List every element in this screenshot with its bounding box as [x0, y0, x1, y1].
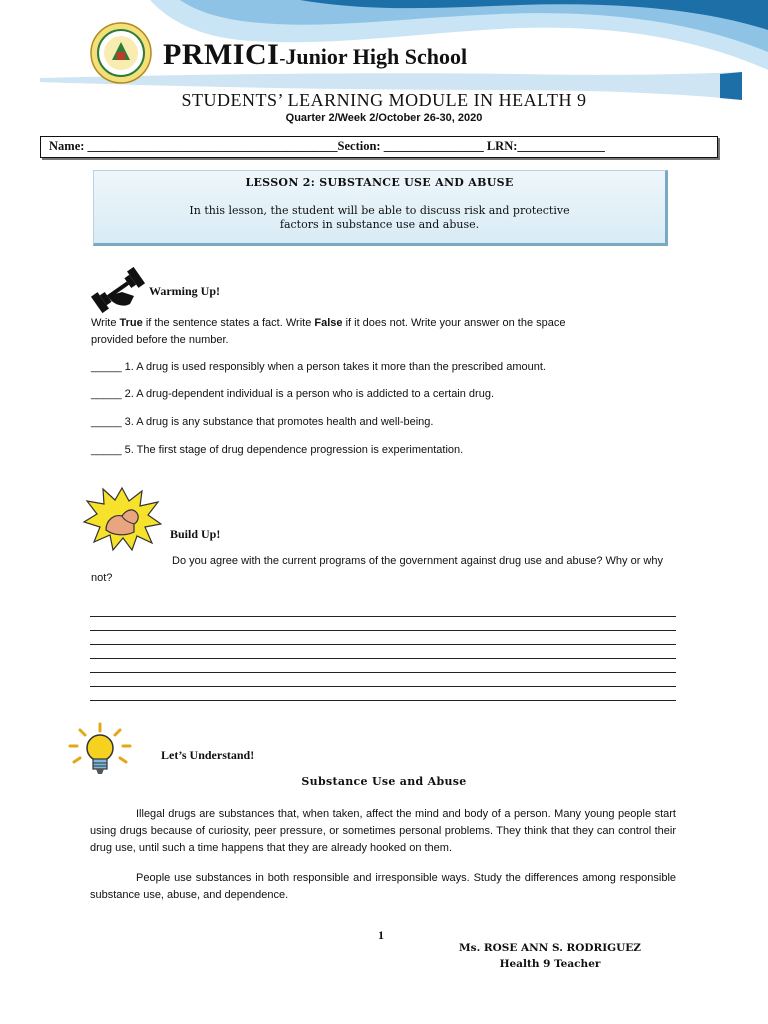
build-up-question-line1: Do you agree with the current programs of the government against drug use and abuse? Why or why [172, 555, 663, 567]
paragraph-substance-use: People use substances in both responsible and irresponsible ways. Study the differences among responsible substance use, abuse, and dependence. [90, 872, 676, 901]
section-heading: Substance Use and Abuse [301, 775, 467, 788]
answer-line[interactable] [90, 673, 676, 687]
true-false-item-2[interactable]: _____ 2. A drug-dependent individual is a person who is addicted to a certain drug. [91, 388, 494, 400]
true-false-item-5[interactable]: _____ 5. The first stage of drug dependence progression is experimentation. [91, 444, 464, 456]
lesson-objective-line2: factors in substance use and abuse. [279, 218, 480, 231]
flexed-arm-burst-icon [82, 486, 162, 552]
lesson-objective-line1: In this lesson, the student will be able to discuss risk and protective [189, 204, 570, 217]
answer-lines[interactable] [90, 603, 676, 701]
lesson-title: LESSON 2: SUBSTANCE USE AND ABUSE [245, 176, 514, 189]
student-info-field[interactable]: Name: ________________________________________Section: ________________ LRN:______________ [40, 136, 718, 158]
warming-up-label: Warming Up! [149, 284, 221, 298]
instr-line2: provided before the number. [91, 334, 229, 346]
true-false-item-1[interactable]: _____ 1. A drug is used responsibly when a person takes it more than the prescribed amount. [91, 361, 546, 373]
answer-line[interactable] [90, 617, 676, 631]
school-name-suffix: Junior High School [285, 44, 468, 69]
answer-line[interactable] [90, 645, 676, 659]
teacher-signature-block [440, 940, 660, 972]
build-up-question [91, 553, 681, 587]
instr-mid: if the sentence states a fact. Write [142, 317, 315, 329]
school-name-dash: - [279, 48, 286, 68]
quarter-week-date: Quarter 2/Week 2/October 26-30, 2020 [285, 112, 483, 124]
dumbbell-icon [88, 266, 148, 314]
instr-post: if it does not. Write your answer on the space [342, 317, 566, 329]
instr-true: True [119, 317, 143, 329]
light-bulb-icon [66, 722, 134, 778]
school-name-prefix: PRMICI [163, 38, 280, 71]
answer-line[interactable] [90, 687, 676, 701]
instr-pre: Write [91, 317, 120, 329]
answer-line[interactable] [90, 631, 676, 645]
paragraph-illegal-drugs: Illegal drugs are substances that, when taken, affect the mind and body of a person. Many young people start using drugs because of curiosity, peer pressure, or sometimes personal problems. They think that they can control their drug use, until such a time happens that they are already hooked on them. [90, 808, 676, 854]
build-up-question-line2: not? [91, 572, 113, 584]
school-seal-icon [90, 22, 152, 84]
school-name [163, 38, 467, 72]
true-false-item-3[interactable]: _____ 3. A drug is any substance that promotes health and well-being. [91, 416, 434, 428]
answer-line[interactable] [90, 659, 676, 673]
answer-line[interactable] [90, 603, 676, 617]
instr-false: False [314, 317, 343, 329]
lesson-objective-box [93, 170, 668, 246]
page-number: 1 [378, 928, 384, 942]
build-up-label: Build Up! [170, 527, 221, 541]
lesson-objective [94, 204, 665, 232]
teacher-title: Health 9 Teacher [499, 958, 601, 970]
module-title: STUDENTS’ LEARNING MODULE IN HEALTH 9 [181, 90, 587, 110]
lets-understand-label: Let’s Understand! [161, 748, 255, 762]
warming-up-instructions [91, 315, 681, 349]
teacher-name: Ms. ROSE ANN S. RODRIGUEZ [459, 942, 641, 954]
